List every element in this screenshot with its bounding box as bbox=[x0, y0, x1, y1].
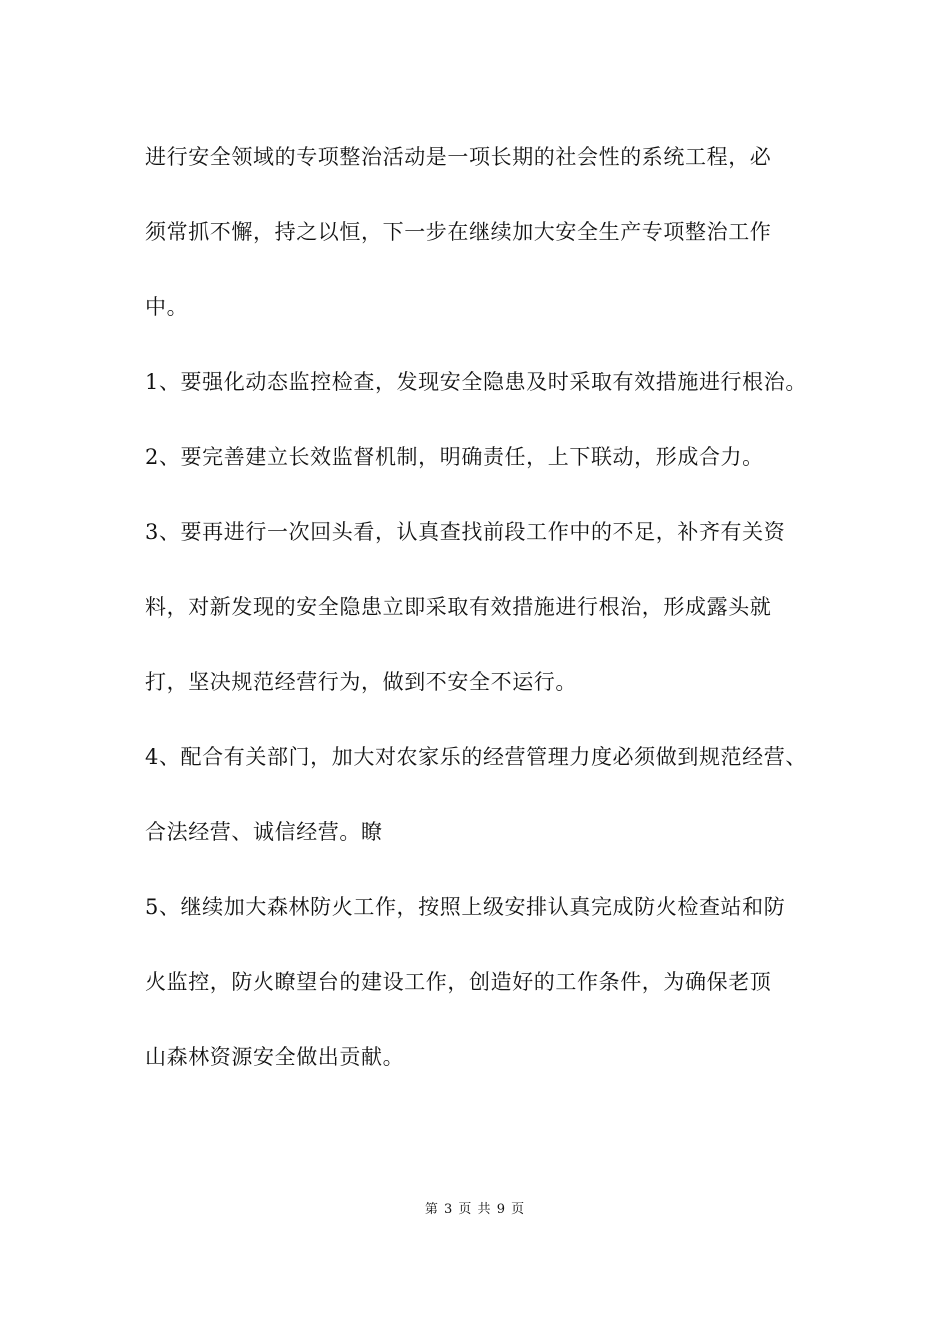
text-line: 进行安全领域的专项整治活动是一项长期的社会性的系统工程，必 bbox=[145, 145, 772, 169]
text-line: 2、要完善建立长效监督机制，明确责任，上下联动，形成合力。 bbox=[145, 445, 764, 469]
text-line: 料，对新发现的安全隐患立即采取有效措施进行根治，形成露头就 bbox=[145, 595, 772, 619]
text-line: 1、要强化动态监控检查，发现安全隐患及时采取有效措施进行根治。 bbox=[145, 370, 807, 394]
text-line: 合法经营、诚信经营。瞭 bbox=[145, 820, 383, 844]
text-line: 中。 bbox=[145, 295, 189, 319]
text-line: 山森林资源安全做出贡献。 bbox=[145, 1045, 405, 1069]
text-line: 3、要再进行一次回头看，认真查找前段工作中的不足，补齐有关资 bbox=[145, 520, 786, 544]
text-line: 4、配合有关部门，加大对农家乐的经营管理力度必须做到规范经营、 bbox=[145, 745, 807, 769]
text-line: 打，坚决规范经营行为，做到不安全不运行。 bbox=[145, 670, 577, 694]
text-line: 须常抓不懈，持之以恒，下一步在继续加大安全生产专项整治工作 bbox=[145, 220, 772, 244]
body-text bbox=[145, 135, 835, 1110]
text-line: 火监控，防火瞭望台的建设工作，创造好的工作条件，为确保老顶 bbox=[145, 970, 772, 994]
page-number-footer: 第 3 页 共 9 页 bbox=[424, 1202, 526, 1217]
text-line: 5、继续加大森林防火工作，按照上级安排认真完成防火检查站和防 bbox=[145, 895, 786, 919]
